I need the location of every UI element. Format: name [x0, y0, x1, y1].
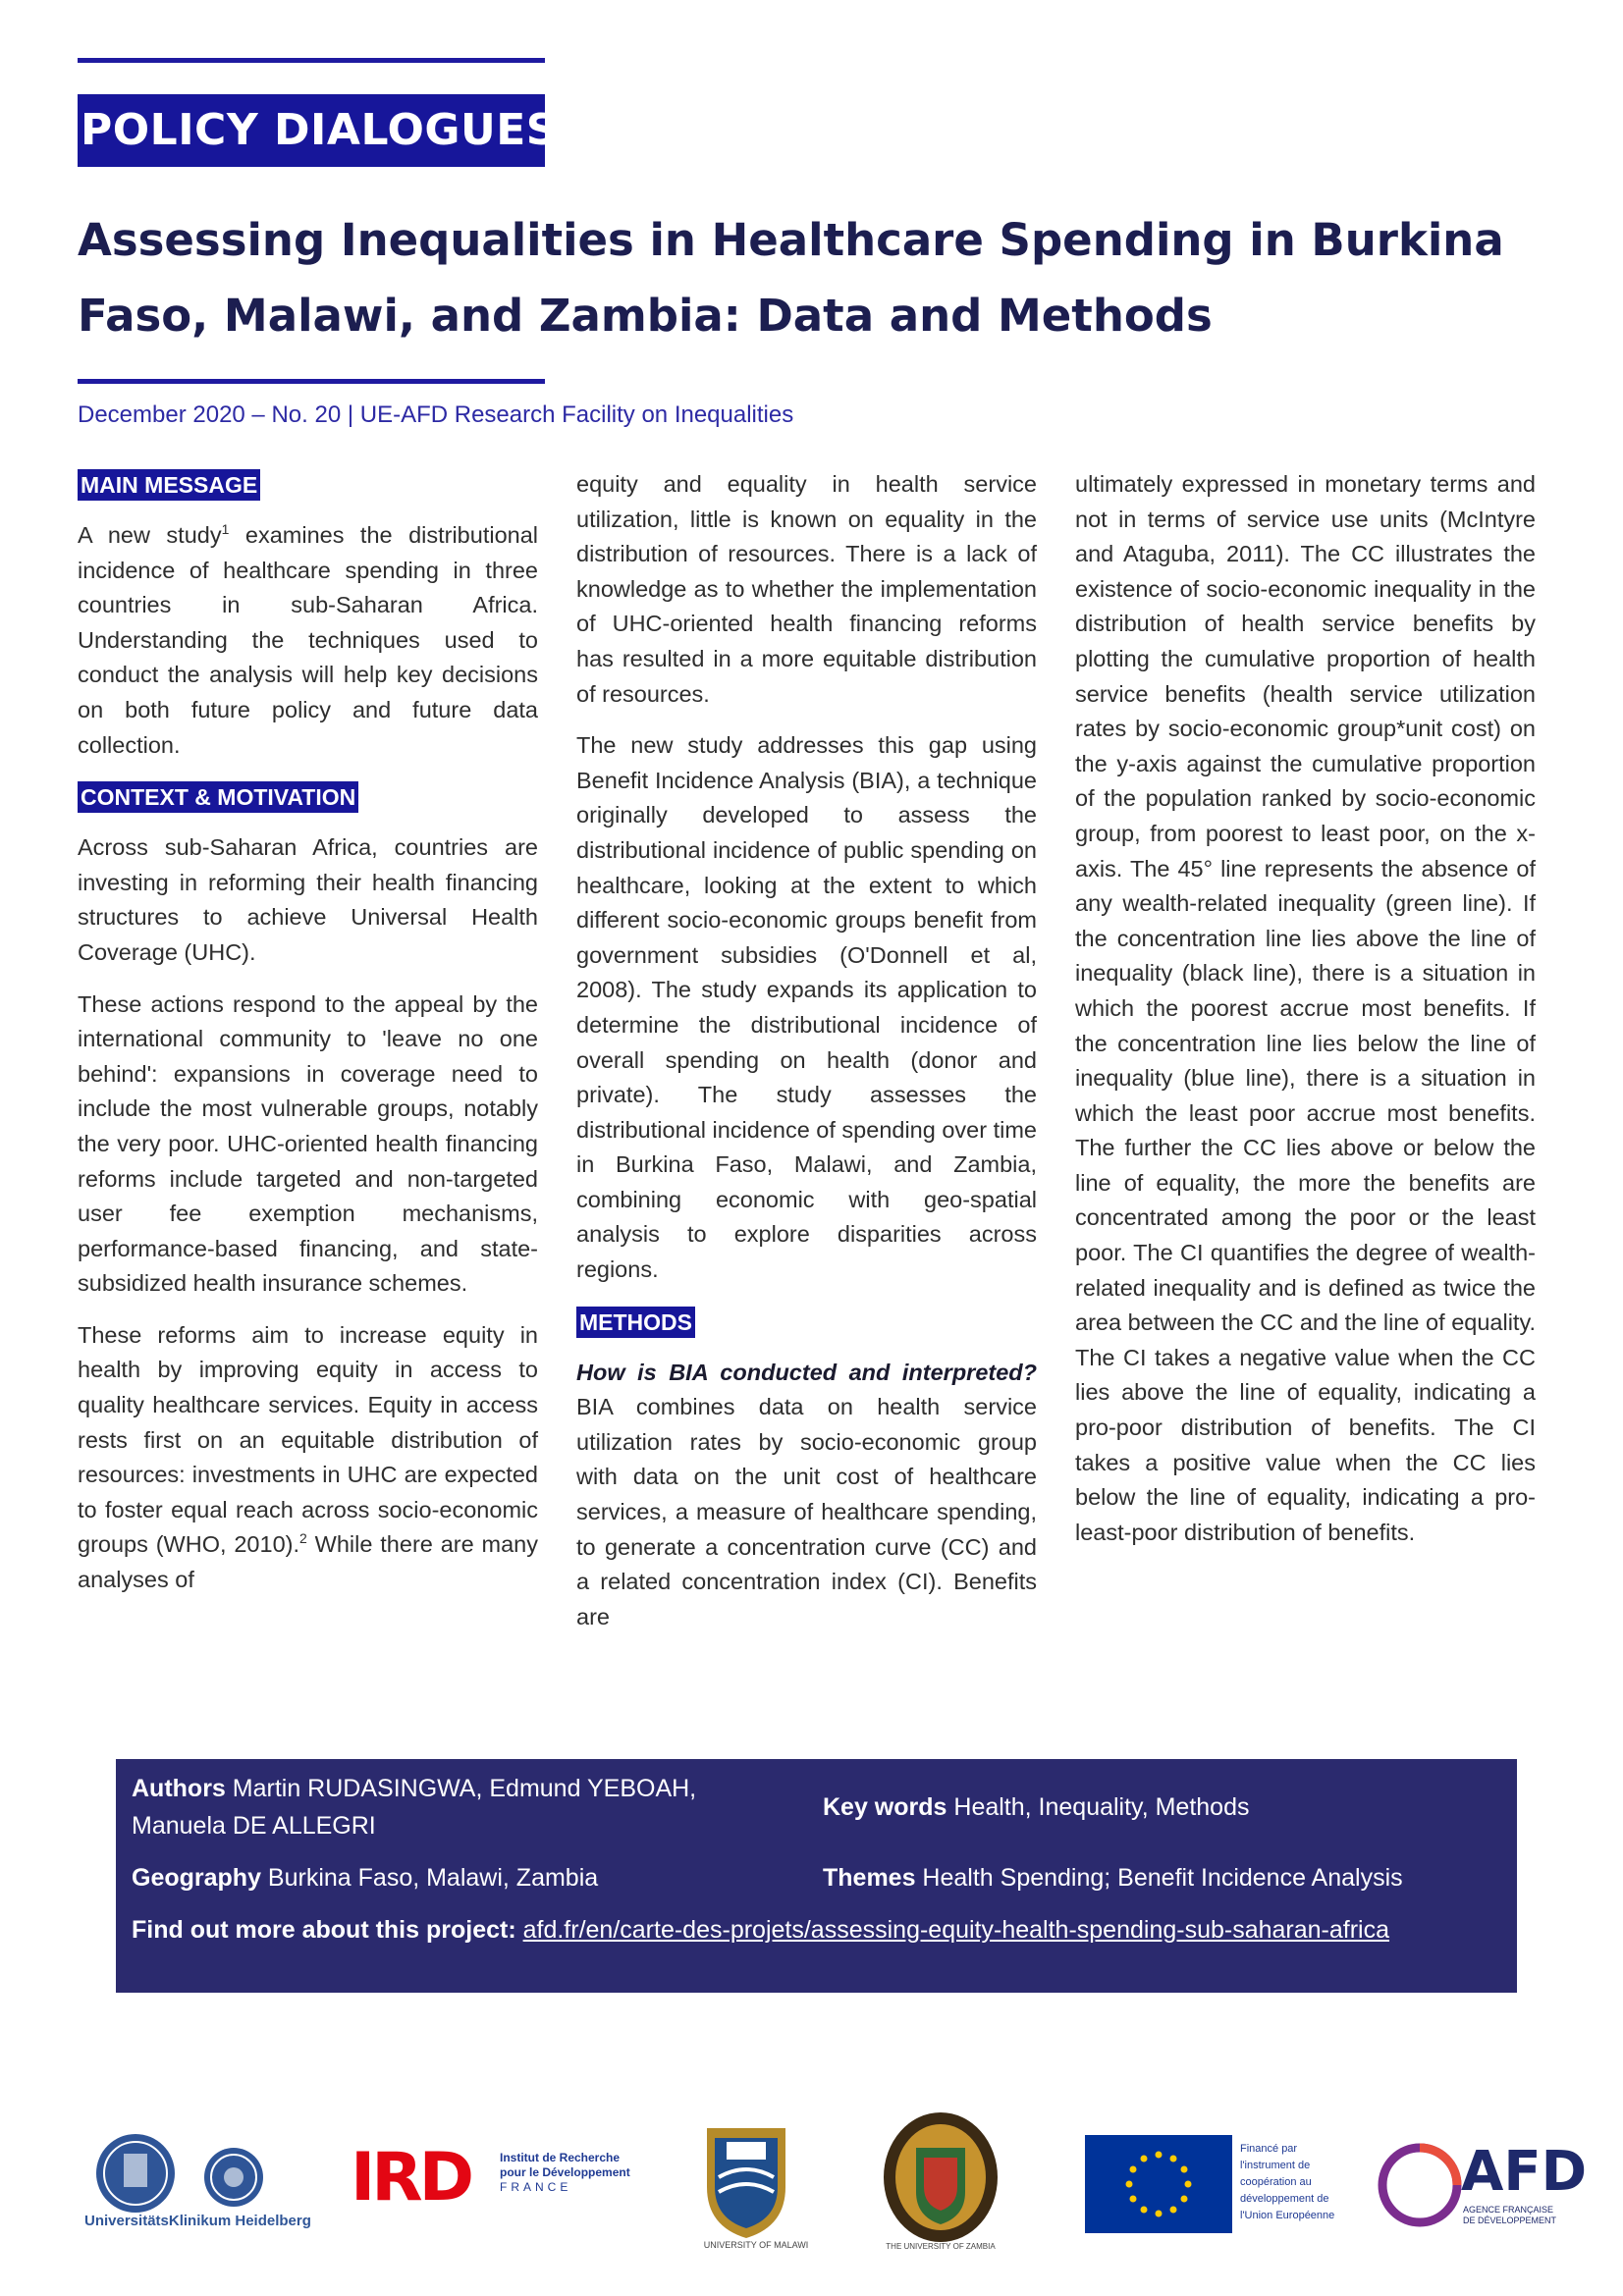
afd-logo — [1375, 2140, 1591, 2238]
eu-logo — [1085, 2135, 1360, 2233]
authors-value: Martin RUDASINGWA, Edmund YEBOAH, Manuela DE ALLEGRI — [132, 1775, 697, 1840]
ird-text-3: FRANCE — [500, 2180, 572, 2194]
main-message-paragraph — [78, 518, 538, 763]
geography-value: Burkina Faso, Malawi, Zambia — [260, 1864, 599, 1892]
column3-paragraph: ultimately expressed in monetary terms and not in terms of service use units (McIntyre and Ataguba, 2011). The CC illustrates the existence of socio-economic inequality in the distribution of health service benefits by plotting the cumulative proportion of health service benefits (health service utilization rates by socio-economic group*unit cost) on the y-axis against the cumulative proportion of the population ranked by socio-economic group, from poorest to least poor, on the x-axis. The 45° line represents the absence of any wealth-related inequality (green line). If the concentration line lies above the line of inequality (black line), there is a situation in which the poorest accrue most benefits. If the concentration line lies below the line of inequality (blue line), there is a situation in which the least poor accrue most benefits. The further the CC lies above or below the line of equality, the more the benefits are concentrated among the poor or the least poor. The CI quantifies the degree of wealth-related inequality and is defined as twice the area between the CC and the line of equality. The CI takes a negative value when the CC lies above the line of equality, indicating a pro-poor distribution of benefits. The CI takes a positive value when the CC lies below the line of equality, indicating a pro-least-poor distribution of benefits. — [1075, 471, 1536, 1545]
section-heading-main-message: MAIN MESSAGE — [78, 469, 260, 501]
context-text-a: These reforms aim to increase equity in health by improving equity in access to quality healthcare services. Equity in access rests first on an equitable distribution of resources: investments in UHC are expected to foster equal reach across socio-economic groups (WHO, 2010). — [78, 1321, 538, 1558]
eu-text-4: développement de — [1240, 2193, 1329, 2205]
project-info-box — [116, 1759, 1517, 1993]
context-text-b: While there are many analyses of — [78, 1531, 538, 1593]
university-of-zambia-logo — [877, 2109, 1004, 2256]
themes-label: Themes — [823, 1864, 916, 1892]
malawi-crest-icon — [687, 2109, 825, 2256]
section-heading-methods: METHODS — [576, 1307, 695, 1338]
afd-text-2: DE DÉVELOPPEMENT — [1463, 2216, 1557, 2225]
column2-paragraph-2: The new study addresses this gap using Benefit Incidence Analysis (BIA), a technique originally developed to assess the distributional incidence of public spending on healthcare, looking at the extent to which different socio-economic groups benefit from government subsidies (O'Donnell et al, 2008). The study expands its application to determine the distributional incidence of overall spending on health (donor and private). The study assesses the distributional incidence of spending over time in Burkina Faso, Malawi, and Zambia, combining economic with geo-spatial analysis to explore disparities across regions. — [576, 732, 1037, 1283]
university-of-malawi-logo — [687, 2109, 825, 2256]
eu-text-1: Financé par — [1240, 2143, 1298, 2155]
eu-text-5: l'Union Européenne — [1240, 2210, 1335, 2221]
geography-label: Geography — [132, 1864, 261, 1892]
themes — [823, 1859, 1403, 1896]
footnote-ref-1[interactable]: 1 — [221, 521, 230, 538]
dateline: December 2020 – No. 20 | UE-AFD Research Facility on Inequalities — [78, 401, 794, 428]
authors — [132, 1770, 760, 1844]
themes-value: Health Spending; Benefit Incidence Analysis — [915, 1864, 1403, 1892]
main-message-text-a: A new study — [78, 522, 222, 548]
ird-wordmark: IRD — [351, 2139, 471, 2216]
methods-text: BIA combines data on health service utilization rates by socio-economic group with data on the unit cost of healthcare services, a measure of healthcare spending, to generate a concentration curve (CC) and a related concentration index (CI). Benefits are — [576, 1394, 1037, 1629]
methods-question: How is BIA conducted and interpreted? — [576, 1359, 1037, 1385]
eu-text-2: l'instrument de — [1240, 2160, 1311, 2171]
eu-flag-icon — [1085, 2135, 1232, 2233]
column-3 — [1075, 467, 1536, 1550]
ird-text-2: pour le Développement — [500, 2165, 630, 2179]
page-title: Assessing Inequalities in Healthcare Spending in Burkina Faso, Malawi, and Zambia: Data and Methods — [78, 214, 1504, 342]
malawi-name: UNIVERSITY OF MALAWI — [703, 2240, 809, 2250]
afd-ring-icon — [1375, 2140, 1473, 2238]
ird-logo — [351, 2139, 645, 2223]
column-2 — [576, 467, 1037, 1634]
eu-text-3: coopération au — [1240, 2176, 1312, 2188]
keywords-label: Key words — [823, 1793, 947, 1821]
ird-text-1: Institut de Recherche — [500, 2151, 621, 2164]
zambia-crest-icon — [877, 2109, 1004, 2256]
keywords-value: Health, Inequality, Methods — [947, 1793, 1250, 1821]
heidelberg-name: UniversitätsKlinikum Heidelberg — [84, 2213, 311, 2229]
top-rule — [78, 58, 545, 63]
context-paragraph-1: Across sub-Saharan Africa, countries are investing in reforming their health financing structures to achieve Universal Health Coverage (UHC). — [78, 834, 538, 965]
keywords — [823, 1789, 1490, 1826]
context-paragraph-3 — [78, 1318, 538, 1598]
zambia-name: THE UNIVERSITY OF ZAMBIA — [886, 2242, 996, 2251]
footnote-ref-2[interactable]: 2 — [299, 1530, 307, 1547]
project-link[interactable]: afd.fr/en/carte-des-projets/assessing-equity-health-spending-sub-saharan-africa — [522, 1916, 1390, 1944]
column-1 — [78, 467, 538, 1598]
afd-wordmark: AFD — [1461, 2140, 1588, 2204]
section-heading-context: CONTEXT & MOTIVATION — [78, 781, 358, 813]
main-message-text-b: examines the distributional incidence of healthcare spending in three countries in sub-Saharan Africa. Understanding the techniques used to conduct the analysis will help key decisions on both future policy and future data collection. — [78, 522, 539, 758]
geography — [132, 1859, 598, 1896]
series-banner: POLICY DIALOGUES — [78, 94, 545, 167]
project-link-label: Find out more about this project: — [132, 1916, 516, 1944]
column2-paragraph-1: equity and equality in health service utilization, little is known on equality in the distribution of resources. There is a lack of knowledge as to whether the implementation of UHC-oriented health financing reforms has resulted in a more equitable distribution of resources. — [576, 471, 1037, 707]
heidelberg-logo — [84, 2130, 320, 2228]
methods-paragraph — [576, 1356, 1037, 1635]
title-rule — [78, 379, 545, 384]
authors-label: Authors — [132, 1775, 226, 1802]
context-paragraph-2: These actions respond to the appeal by the international community to 'leave no one behind': expansions in coverage need to include the most vulnerable groups, notably the very poor. UHC-oriented health financing reforms include targeted and non-targeted user fee exemption mechanisms, performance-based financing, and state-subsidized health insurance schemes. — [78, 990, 538, 1297]
afd-text-1: AGENCE FRANÇAISE — [1463, 2205, 1554, 2215]
project-link-row — [132, 1911, 1506, 1949]
